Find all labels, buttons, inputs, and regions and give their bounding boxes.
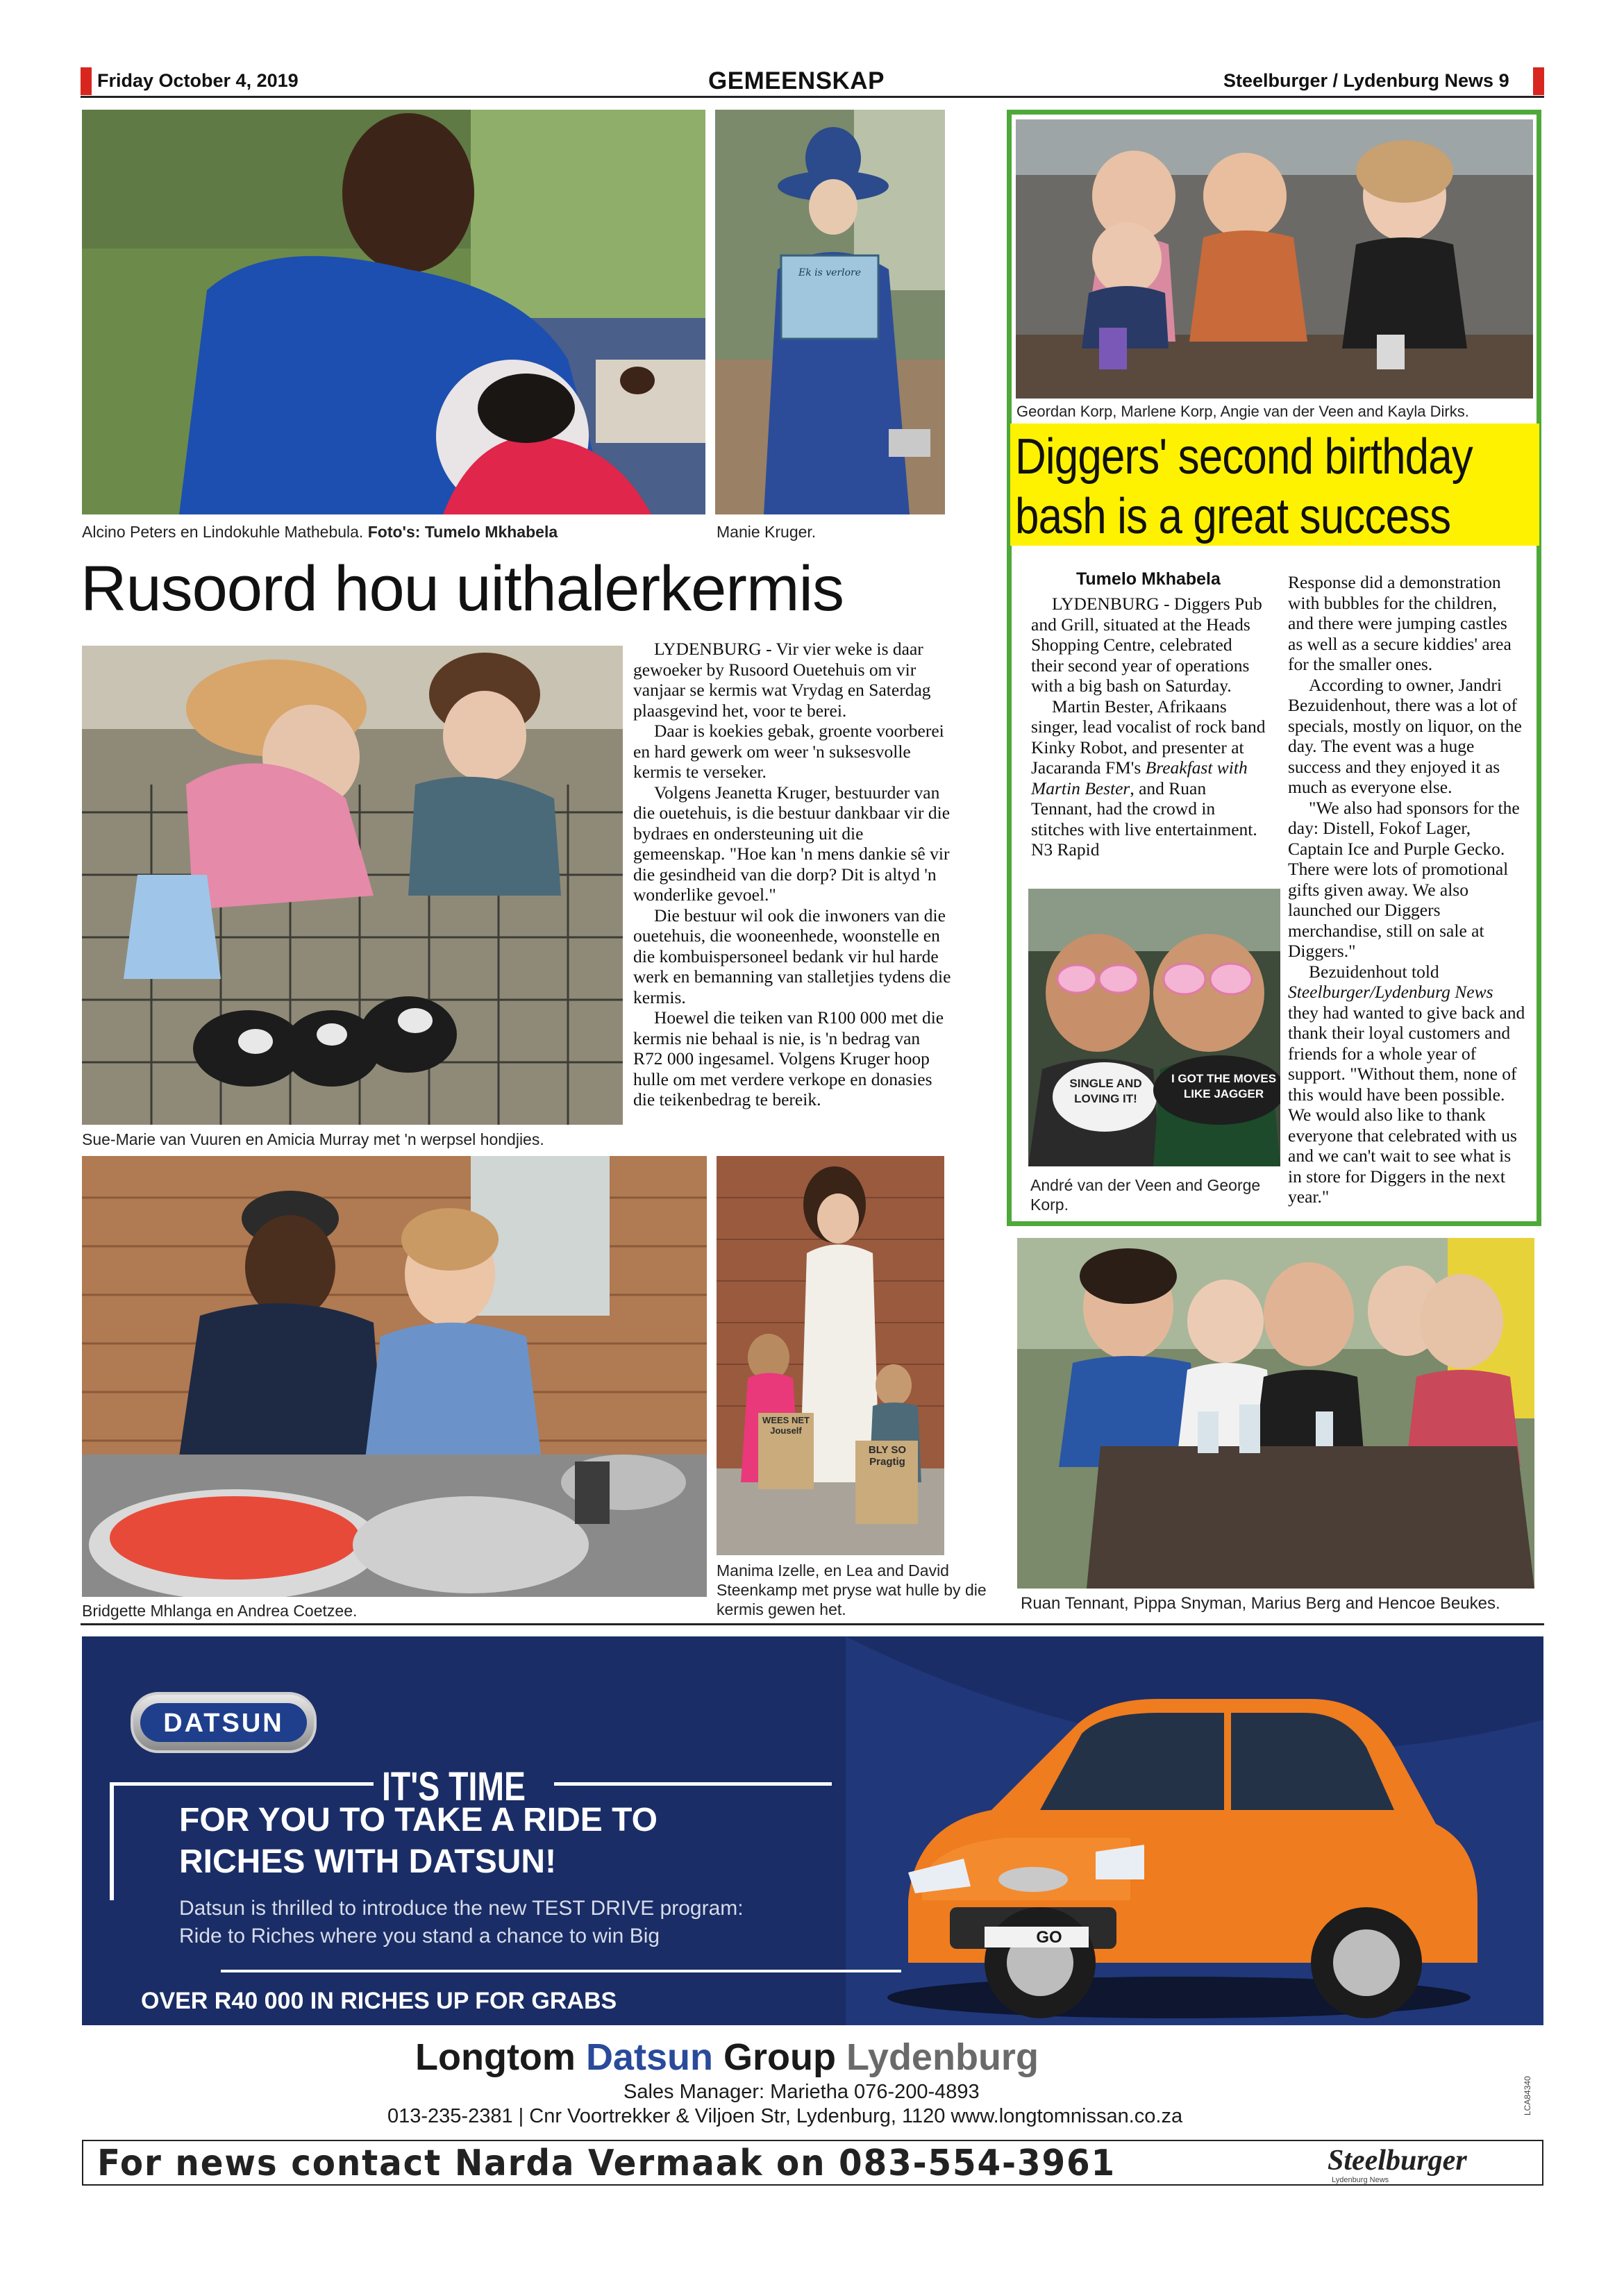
caption-face-painting	[82, 522, 558, 542]
left-paragraph-2: Daar is koekies gebak, groente voorberei en hard gewerk om weer 'n suksesvolle kermis te verseker.	[633, 721, 944, 782]
car-plate: GO	[1036, 1928, 1062, 1947]
photo-prize-winners	[717, 1156, 944, 1555]
advert-line2: RICHES WITH DATSUN!	[179, 1843, 557, 1880]
advert-chevron-line	[221, 1970, 901, 1972]
caption-puppies: Sue-Marie van Vuuren en Amicia Murray met 'n werpsel hondjies.	[82, 1130, 544, 1148]
photo-manie-kruger	[715, 110, 945, 514]
caption-manie-kruger: Manie Kruger.	[717, 523, 817, 541]
photo-manie-sign-text: Ek is verlore	[798, 267, 862, 278]
advert-code: LCA84340	[1523, 2076, 1532, 2115]
car-illustration	[867, 1671, 1491, 2032]
caption-face-painting-text: Alcino Peters en Lindokuhle Mathebula.	[82, 523, 368, 541]
left-story-body	[633, 639, 953, 1110]
dealer-name-d: Lydenburg	[846, 2036, 1039, 2078]
diggers-col1-p2-rest: , and Ruan Tennant, had the crowd in stitches with live entertainment. N3 Rapid	[1031, 778, 1257, 860]
dealer-name-a: Longtom	[415, 2036, 586, 2078]
caption-food-stall: Bridgette Mhlanga en Andrea Coetzee.	[82, 1602, 358, 1620]
diggers-col2-p3: "We also had sponsors for the day: Distell, Fokof Lager, Captain Ice and Purple Gecko. There were lots of promotional gifts given away. We also launched our Diggers merchandise, still on sale at Diggers."	[1288, 797, 1520, 961]
left-paragraph-4: Die bestuur wil ook die inwoners van die ouetehuis, die wooneenhede, woonstelle en die kombuispersoneel bedank vir hul harde werk en bemanning van stalletjies tydens die kermis.	[633, 905, 951, 1007]
left-paragraph-3: Volgens Jeanetta Kruger, bestuurder van die ouetehuis, is die bestuur dankbaar vir die bydraes en ondersteuning uit die gemeenskap. "Hoe kan 'n mens dankie sê vir die gesindheid van die dorp? Dit is altyd 'n wonderlike gevoel."	[633, 782, 951, 905]
advert-bracket-left	[110, 1782, 114, 1900]
photo-puppies	[82, 646, 623, 1125]
diggers-col2-p2: According to owner, Jandri Bezuidenhout, there was a lot of specials, mostly on liquor, on the day. The event was a huge success and they enjoyed it as much as everyone else.	[1288, 674, 1522, 797]
dealer-name-c: Group	[712, 2036, 846, 2078]
caption-diggers-group: Geordan Korp, Marlene Korp, Angie van der Veen and Kayla Dirks.	[1016, 403, 1469, 420]
photo-face-painting	[82, 110, 705, 514]
diggers-col1	[1031, 594, 1267, 860]
left-headline: Rusoord hou uithalerkermis	[81, 553, 844, 624]
caption-table-group: Ruan Tennant, Pippa Snyman, Marius Berg and Hencoe Beukes.	[1021, 1594, 1500, 1613]
caption-sunglasses-men: André van der Veen and George Korp.	[1030, 1176, 1261, 1214]
photo-diggers-group	[1016, 119, 1533, 399]
dealer-manager: Sales Manager: Marietha 076-200-4893	[623, 2081, 980, 2103]
dealer-name	[415, 2036, 1039, 2079]
diggers-col2-p4	[1288, 962, 1525, 1207]
header-rule	[81, 96, 1544, 98]
diggers-headline-line1: Diggers' second birthday	[1015, 429, 1473, 485]
advert-sub2: Ride to Riches where you stand a chance to win Big	[179, 1925, 660, 1947]
advert-sub1: Datsun is thrilled to introduce the new TEST DRIVE program:	[179, 1897, 744, 1920]
footer-logo: Steelburger	[1328, 2145, 1467, 2177]
advert-line1: FOR YOU TO TAKE A RIDE TO	[179, 1802, 658, 1838]
diggers-col1-p1: LYDENBURG - Diggers Pub and Grill, situated at the Heads Shopping Centre, celebrated their second year of operations with a big bash on Saturday.	[1031, 594, 1262, 696]
footer-contact: For news contact Narda Vermaak on 083-554-3961	[97, 2143, 1116, 2184]
section-divider-rule	[81, 1623, 1544, 1625]
caption-credit-name: Tumelo Mkhabela	[424, 523, 558, 541]
header-paper: Steelburger / Lydenburg News 9	[1223, 70, 1509, 91]
datsun-badge-text: DATSUN	[163, 1709, 284, 1738]
bag1-text: WEES NET Jouself	[762, 1415, 810, 1436]
caption-prize-winners: Manima Izelle, en Lea and David Steenkamp met pryse wat hulle by die kermis gewen het.	[717, 1561, 987, 1618]
diggers-col1-show: Breakfast with Martin Bester	[1031, 757, 1248, 798]
footer-logo-sub: Lydenburg News	[1332, 2176, 1389, 2184]
datsun-advert	[82, 1636, 1543, 2131]
advert-bracket-top	[110, 1782, 374, 1786]
header-date: Friday October 4, 2019	[97, 70, 299, 91]
diggers-col1-p2	[1031, 696, 1267, 860]
left-paragraph-5: Hoewel die teiken van R100 000 met die kermis nie behaal is nie, is 'n bedrag van R72 000 ingesamel. Volgens Kruger hoop hulle om met verdere verkope en donasies die teikenbedrag te bereik.	[633, 1007, 944, 1109]
diggers-col2-p4-rest: they had wanted to give back and thank their loyal customers and friends for a whole year of support. "Without them, none of this would have been possible. We would also like to thank everyone that celebrated with us and we can't wait to see what is in store for Diggers in the next year."	[1288, 1002, 1525, 1207]
header-section: GEMEENSKAP	[708, 67, 885, 94]
photo-table-group	[1017, 1238, 1534, 1589]
photo-food-stall	[82, 1156, 707, 1597]
diggers-col2-p1: Response did a demonstration with bubbles for the children, and there were jumping castles as well as a secure kiddies' area for the smaller ones.	[1288, 572, 1512, 674]
sign-jagger: I GOT THE MOVES LIKE JAGGER	[1171, 1072, 1277, 1100]
header-left-tab	[81, 67, 92, 95]
diggers-col1-p2-text: Martin Bester, Afrikaans singer, lead vocalist of rock band Kinky Robot, and presenter at Jacaranda FM's	[1031, 696, 1266, 778]
header-right-tab	[1533, 67, 1544, 95]
advert-its-time: IT'S TIME	[382, 1764, 526, 1809]
photo-sunglasses-men	[1028, 889, 1280, 1166]
advert-offer: OVER R40 000 IN RICHES UP FOR GRABS	[141, 1988, 617, 2014]
diggers-col2	[1288, 572, 1525, 1207]
left-paragraph-1: LYDENBURG - Vir vier weke is daar gewoeker by Rusoord Ouetehuis om vir vanjaar se kermis wat Vrydag en Saterdag plaasgevind het, voor te berei.	[633, 639, 931, 721]
diggers-col2-p4-start: Bezuidenhout told	[1309, 961, 1439, 982]
sign-single: SINGLE AND LOVING IT!	[1069, 1077, 1142, 1105]
bag2-text: BLY SO Pragtig	[868, 1444, 907, 1468]
dealer-name-b: Datsun	[585, 2036, 713, 2078]
advert-bracket-right-line	[554, 1782, 832, 1786]
diggers-byline: Tumelo Mkhabela	[1076, 569, 1221, 589]
diggers-col2-p4-paper: Steelburger/Lydenburg News	[1288, 982, 1493, 1002]
caption-credit-label: Foto's:	[367, 523, 425, 541]
diggers-headline-line2: bash is a great success	[1015, 489, 1451, 544]
dealer-contact: 013-235-2381 | Cnr Voortrekker & Viljoen Str, Lydenburg, 1120 www.longtomnissan.co.za	[387, 2105, 1183, 2127]
